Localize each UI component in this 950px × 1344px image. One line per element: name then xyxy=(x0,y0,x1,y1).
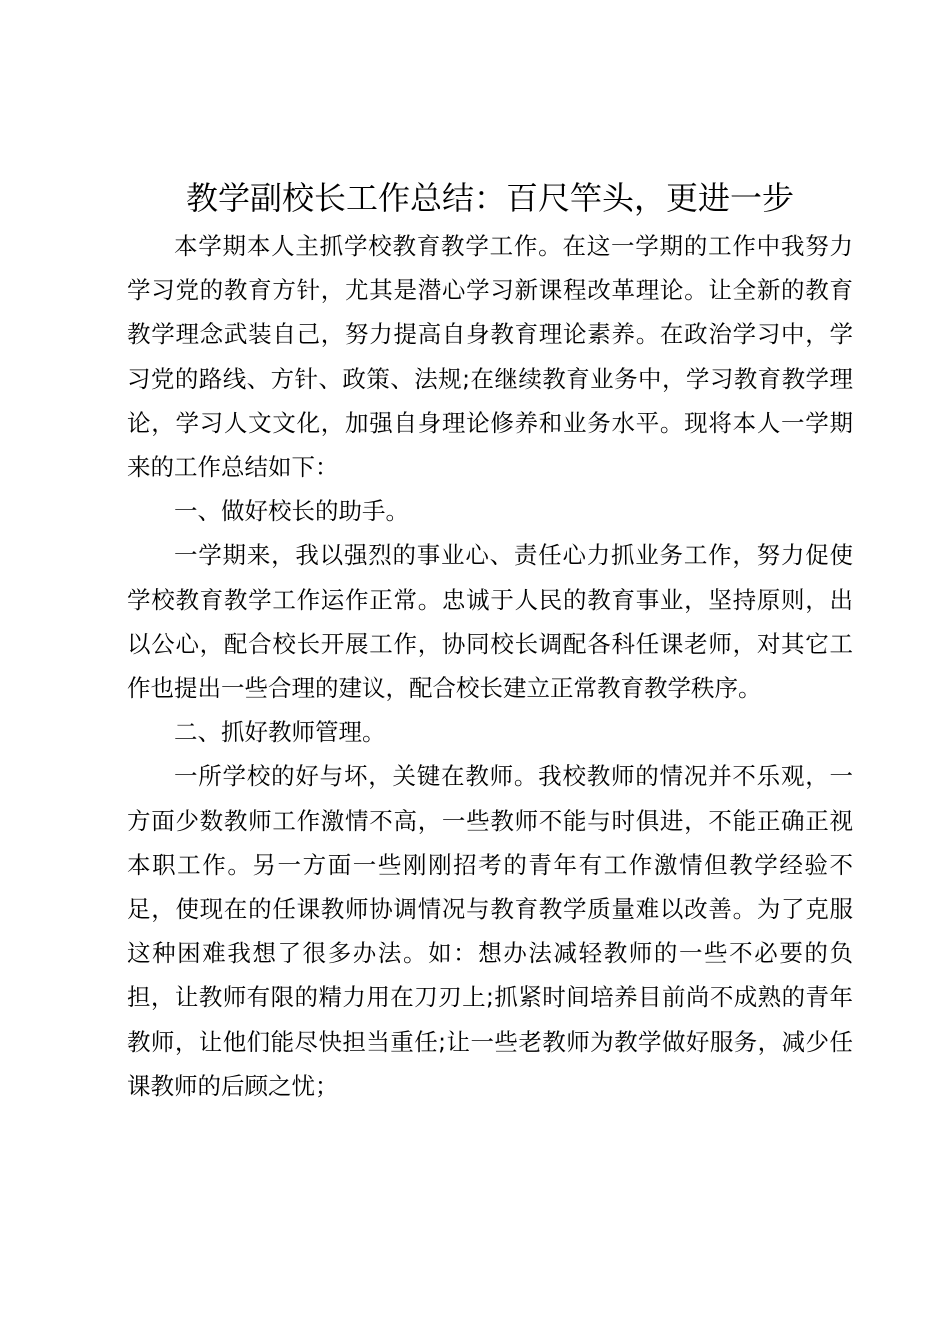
document-body xyxy=(127,172,853,1108)
section-heading-1: 一、做好校长的助手。 xyxy=(174,497,409,526)
document-title: 教学副校长工作总结：百尺竿头，更进一步 xyxy=(185,179,794,217)
intro-paragraph: 本学期本人主抓学校教育教学工作。在这一学期的工作中我努力学习党的教育方针，尤其是潜心学习新课程改革理论。让全新的教育教学理念武装自己，努力提高自身教育理论素养。在政治学习中，学习党的路线、方针、政策、法规;在继续教育业务中，学习教育教学理论，学习人文文化，加强自身理论修养和业务水平。现将本人一学期来的工作总结如下： xyxy=(127,232,853,482)
section-heading-2: 二、抓好教师管理。 xyxy=(174,718,386,747)
section-body-2: 一所学校的好与坏，关键在教师。我校教师的情况并不乐观，一方面少数教师工作激情不高，一些教师不能与时俱进，不能正确正视本职工作。另一方面一些刚刚招考的青年有工作激情但教学经验不足，使现在的任课教师协调情况与教育教学质量难以改善。为了克服这种困难我想了很多办法。如：想办法减轻教师的一些不必要的负担，让教师有限的精力用在刀刃上;抓紧时间培养目前尚不成熟的青年教师，让他们能尽快担当重任;让一些老教师为教学做好服务，减少任课教师的后顾之忧； xyxy=(127,762,853,1100)
section-body-1: 一学期来，我以强烈的事业心、责任心力抓业务工作，努力促使学校教育教学工作运作正常。忠诚于人民的教育事业，坚持原则，出以公心，配合校长开展工作，协同校长调配各科任课老师，对其它工作也提出一些合理的建议，配合校长建立正常教育教学秩序。 xyxy=(127,541,853,703)
